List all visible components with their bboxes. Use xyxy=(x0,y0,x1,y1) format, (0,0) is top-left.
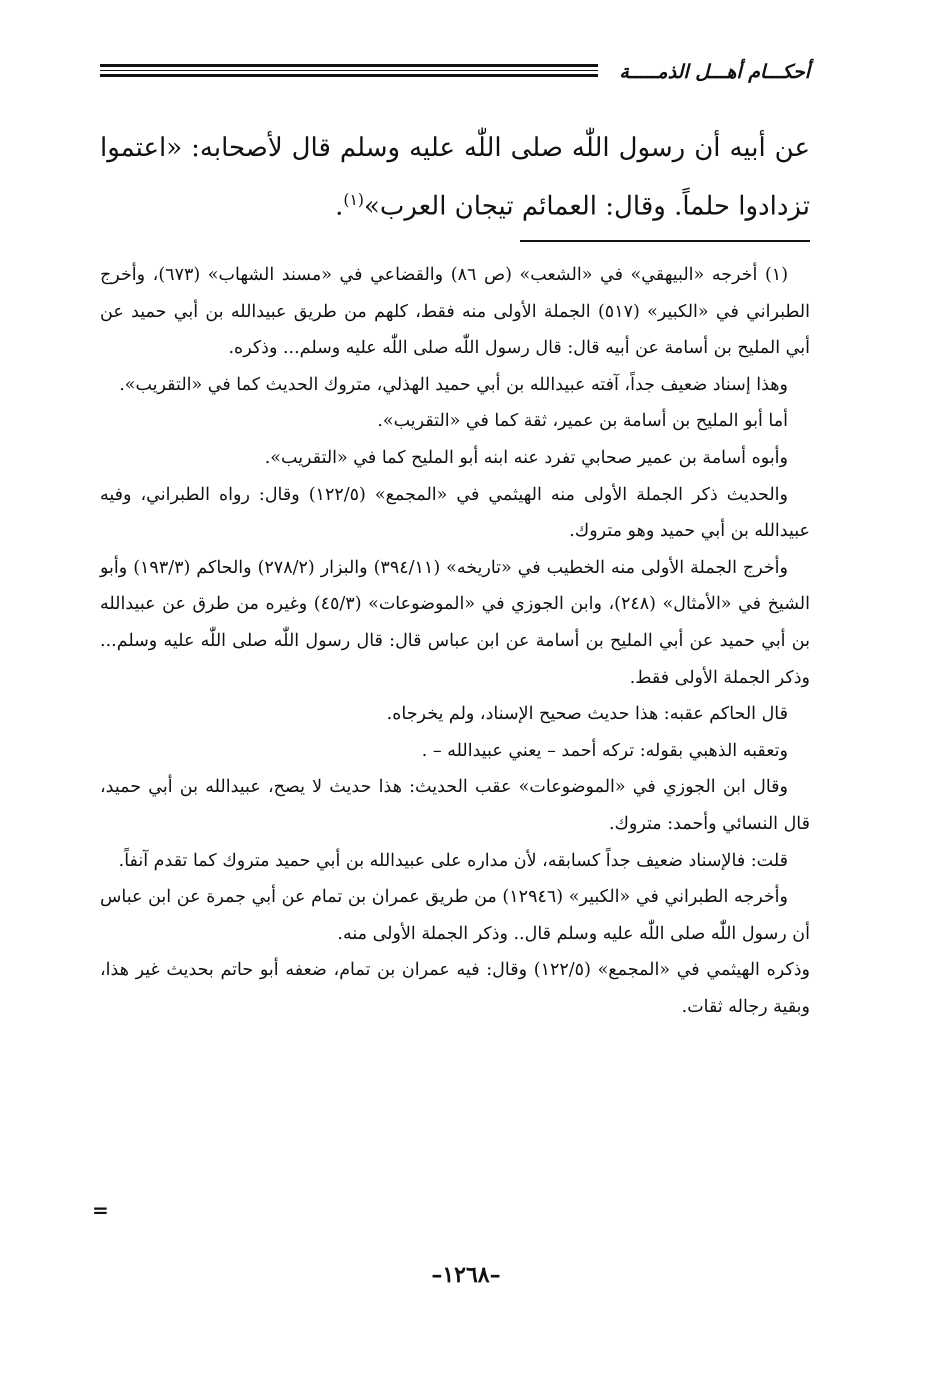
footnote-paragraph: قال الحاكم عقبه: هذا حديث صحيح الإسناد، ولم يخرجاه. xyxy=(386,704,788,725)
footnote-paragraph: (١) أخرجه «البيهقي» في «الشعب» (ص ٨٦) والقضاعي في «مسند الشهاب» (٦٧٣)، وأخرج الطبراني في «الكبير» (٥١٧) الجملة الأولى منه فقط، كلهم من طريق عبيدالله بن أبي حميد عن أبي المليح بن أسامة عن أبيه قال: قال رسول اللّٰه صلى اللّٰه عليه وسلم... وذكره. xyxy=(100,265,810,359)
running-header xyxy=(100,54,810,94)
footnote-paragraph: وأخرج الجملة الأولى منه الخطيب في «تاريخه» (٣٩٤/١١) والبزار (٢٧٨/٢) والحاكم (١٩٣/٣) وأبو الشيخ في «الأمثال» (٢٤٨)، وابن الجوزي في «الموضوعات» (٤٥/٣) وغيره من طرق عن عبيدالله بن أبي حميد عن أبي المليح بن أسامة عن ابن عباس قال: قال رسول اللّٰه صلى اللّٰه عليه وسلم... وذكر الجملة الأولى فقط. xyxy=(100,557,811,688)
footnote-separator xyxy=(520,240,810,242)
footnote-paragraph: قلت: فالإسناد ضعيف جداً كسابقه، لأن مداره على عبيدالله بن أبي حميد متروك كما تقدم آنفاً. xyxy=(118,850,788,871)
continuation-mark: = xyxy=(92,1198,109,1222)
main-text-body: عن أبيه أن رسول اللّٰه صلى اللّٰه عليه وسلم قال لأصحابه: «اعتموا تزدادوا حلماً. وقال: العمائم تيجان العرب» xyxy=(100,133,810,222)
footnote-paragraph: وتعقبه الذهبي بقوله: تركه أحمد – يعني عبيدالله – . xyxy=(421,740,788,761)
footnote-paragraph: والحديث ذكر الجملة الأولى منه الهيثمي في «المجمع» (١٢٢/٥) وقال: رواه الطبراني، وفيه عبيدالله بن أبي حميد وهو متروك. xyxy=(100,484,810,542)
main-paragraph xyxy=(100,122,810,233)
footnote-paragraph: وقال ابن الجوزي في «الموضوعات» عقب الحديث: هذا حديث لا يصح، عبيدالله بن أبي حميد، قال النسائي وأحمد: متروك. xyxy=(100,777,810,834)
main-text-end: . xyxy=(335,191,344,222)
footnote-paragraph: وهذا إسناد ضعيف جداً، آفته عبيدالله بن أبي حميد الهذلي، متروك الحديث كما في «التقريب». xyxy=(119,374,788,395)
footnotes-section xyxy=(100,257,810,1025)
footnote-paragraph: وذكره الهيثمي في «المجمع» (١٢٢/٥) وقال: فيه عمران بن تمام، ضعفه أبو حاتم بحديث غير هذا، وبقية رجاله ثقات. xyxy=(100,960,810,1017)
header-title: أحكـــام أهـــل الذمـــــة xyxy=(619,61,810,83)
header-rule xyxy=(100,64,598,77)
footnote-paragraph: وأبوه أسامة بن عمير صحابي تفرد عنه ابنه أبو المليح كما في «التقريب». xyxy=(264,447,788,468)
footnote-marker: (١) xyxy=(343,191,364,209)
footnote-paragraph: أما أبو المليح بن أسامة بن عمير، ثقة كما في «التقريب». xyxy=(377,411,788,432)
footnote-paragraph: وأخرجه الطبراني في «الكبير» (١٢٩٤٦) من طريق عمران بن تمام عن أبي جمرة عن ابن عباس أن رسول اللّٰه صلى اللّٰه عليه وسلم قال.. وذكر الجملة الأولى منه. xyxy=(100,887,810,944)
page-number: –١٢٦٨– xyxy=(431,1262,501,1288)
